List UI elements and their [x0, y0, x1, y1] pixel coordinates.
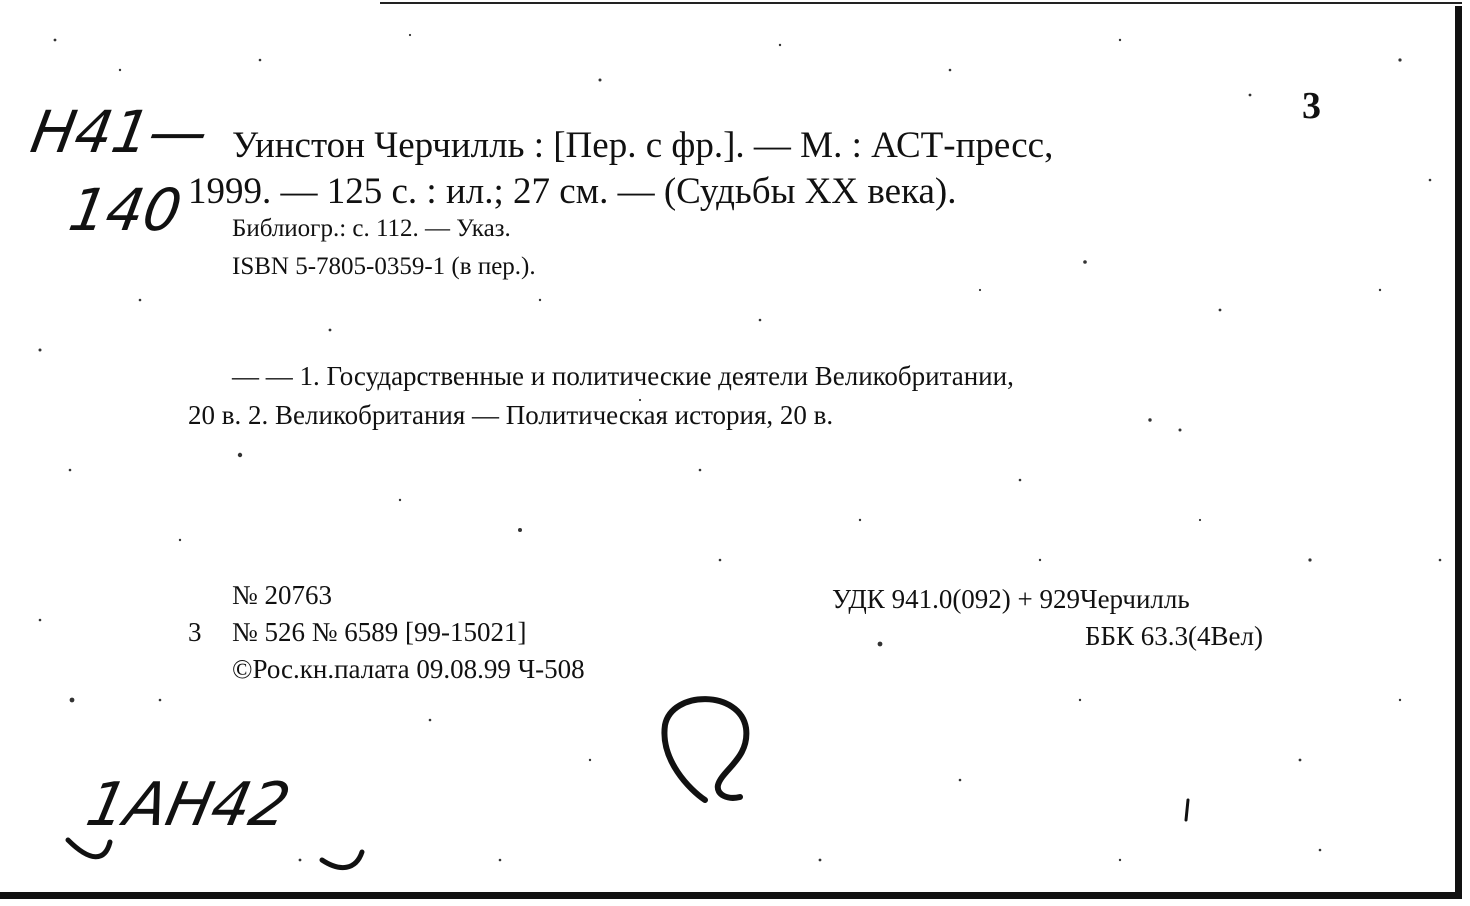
imprint-line: 1999. — 125 с. : ил.; 27 см. — (Судьбы XX века). [188, 171, 957, 212]
catalog-mark: 3 [188, 617, 202, 647]
hand-tick-mark [1186, 800, 1188, 820]
title-line: Уинстон Черчилль : [Пер. с фр.]. — М. : АСТ-пресс, [232, 125, 1054, 166]
subject-headings-line-2: 20 в. 2. Великобритания — Политическая история, 20 в. [188, 400, 834, 430]
handwritten-inventory-mark: 1АН42 [80, 770, 297, 840]
bibliography-note: Библиогр.: с. 112. — Указ. [232, 215, 511, 242]
hand-underline-mark-right [322, 852, 362, 868]
card-number: 3 [1302, 85, 1321, 127]
copyright-line: ©Рос.кн.палата 09.08.99 Ч-508 [232, 654, 585, 684]
udc-classification: УДК 941.0(092) + 929Черчилль [832, 584, 1190, 614]
bbk-classification: ББК 63.3(4Вел) [1085, 621, 1263, 651]
isbn-line: ISBN 5-7805-0359-1 (в пер.). [232, 253, 536, 280]
handwritten-shelfmark-line-1: Н41— [26, 98, 214, 166]
hand-underline-mark-left [68, 840, 110, 857]
handwritten-shelfmark-line-2: 140 [64, 176, 187, 244]
subject-headings-line-1: — — 1. Государственные и политические деятели Великобритании, [232, 361, 1014, 391]
hand-drawn-loop-mark [664, 699, 746, 800]
registration-numbers: № 526 № 6589 [99-15021] [232, 617, 527, 647]
accession-number: № 20763 [232, 580, 333, 610]
